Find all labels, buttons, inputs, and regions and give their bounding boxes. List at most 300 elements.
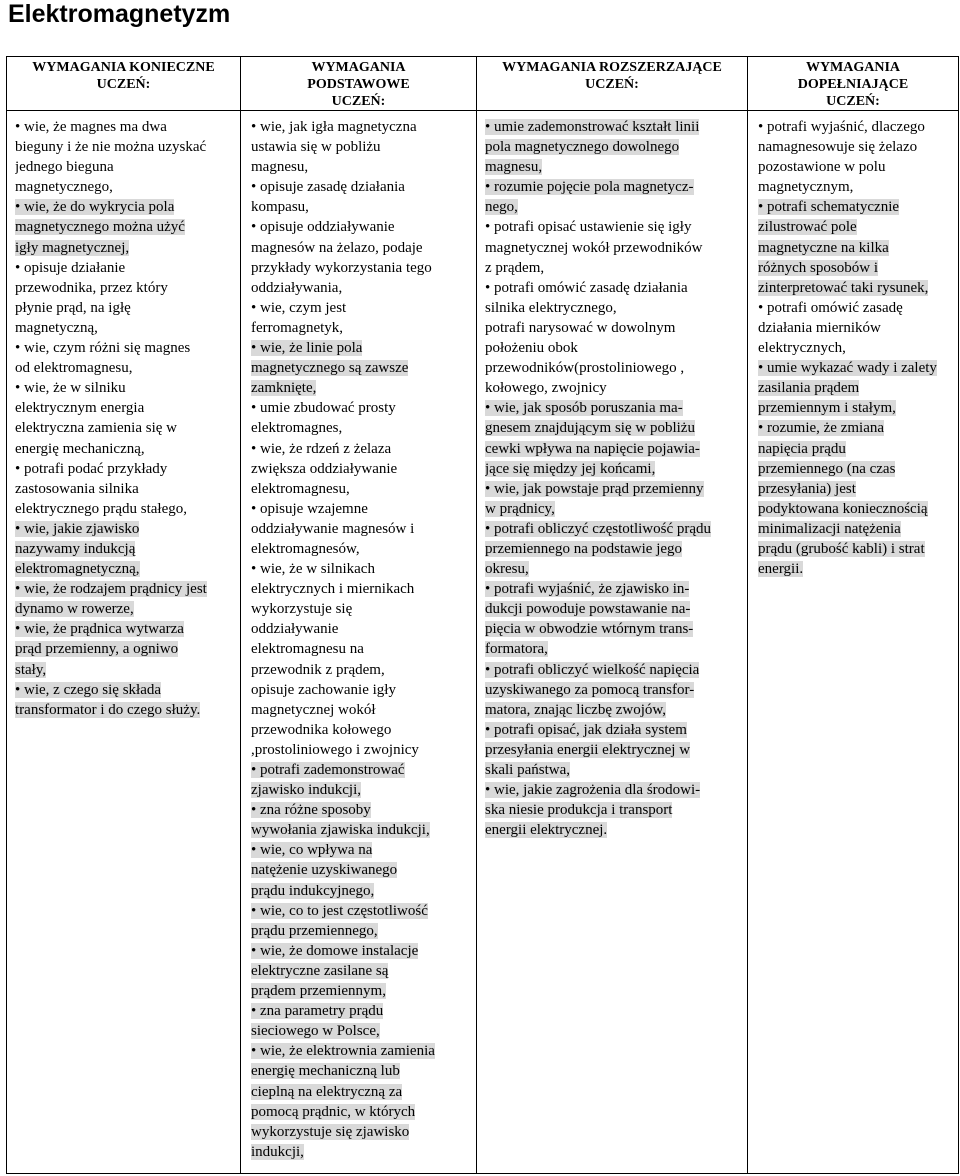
requirement-line (15, 398, 236, 418)
requirement-text: przewodnika, przez który (15, 279, 168, 296)
requirement-line (15, 117, 236, 137)
requirement-text: elektryczna zamienia się w (15, 420, 177, 437)
requirement-line (251, 459, 472, 479)
requirement-line (251, 1041, 472, 1061)
requirement-text: • potrafi schematycznie (758, 199, 900, 216)
column-header-line: DOPEŁNIAJĄCE (797, 77, 909, 92)
requirement-text: • wie, co wpływa na (251, 842, 373, 859)
requirement-line (485, 358, 743, 378)
requirement-text: okresu, (485, 561, 529, 578)
requirement-text: sieciowego w Polsce, (251, 1023, 380, 1040)
requirement-text: • wie, że rdzeń z żelaza (251, 440, 392, 457)
requirement-line (758, 278, 954, 298)
requirement-line (251, 157, 472, 177)
column-header (477, 57, 748, 111)
requirement-text: prąd przemienny, a ogniwo (15, 641, 179, 658)
requirement-line (758, 439, 954, 459)
requirement-line (251, 278, 472, 298)
requirement-text: pięcia w obwodzie wtórnym trans- (485, 621, 694, 638)
requirement-line (251, 338, 472, 358)
requirement-text: magnetycznego można użyć (15, 219, 185, 236)
requirement-text: energię mechaniczną lub (251, 1063, 400, 1080)
requirement-line (251, 1082, 472, 1102)
requirement-text: magnetyczne na kilka (758, 239, 889, 256)
requirement-text: energii. (758, 561, 804, 578)
requirement-text: • potrafi omówić zasadę działania (485, 279, 688, 296)
requirement-line (251, 579, 472, 599)
requirement-text: magnetycznego, (15, 179, 113, 196)
requirement-line (251, 217, 472, 237)
requirement-text: wykorzystuje się (251, 601, 353, 618)
requirement-line (15, 559, 236, 579)
requirement-text: napięcia prądu (758, 440, 846, 457)
requirement-line (485, 800, 743, 820)
requirement-line (251, 720, 472, 740)
requirement-text: uzyskiwanego za pomocą transfor- (485, 681, 695, 698)
requirement-text: prądu indukcyjnego, (251, 882, 375, 899)
column-header-line: WYMAGANIA (311, 60, 406, 75)
requirement-text: magnetycznej wokół przewodników (485, 239, 703, 256)
requirement-text: • wie, jak sposób poruszania ma- (485, 400, 683, 417)
requirement-line (251, 619, 472, 639)
requirement-line (758, 137, 954, 157)
requirement-line (251, 499, 472, 519)
requirement-text: elektromagnesu na (251, 641, 364, 658)
requirement-line (251, 981, 472, 1001)
requirement-text: elektromagnetyczną, (15, 561, 140, 578)
requirements-list (477, 111, 747, 840)
requirement-line (485, 318, 743, 338)
requirement-text: magnesu, (251, 159, 309, 176)
requirement-line (251, 539, 472, 559)
column-body (477, 111, 748, 1174)
requirement-text: • umie wykazać wady i zalety (758, 360, 937, 377)
requirement-line (251, 1142, 472, 1162)
requirement-text: cieplną na elektryczną za (251, 1083, 403, 1100)
requirement-text: od elektromagnesu, (15, 360, 133, 377)
requirement-text: minimalizacji natężenia (758, 520, 901, 537)
requirement-text: • wie, co to jest częstotliwość (251, 902, 428, 919)
requirement-text: • wie, że w silnikach (251, 561, 375, 578)
requirement-text: z prądem, (485, 259, 545, 276)
requirement-line (485, 619, 743, 639)
requirement-line (758, 217, 954, 237)
requirement-line (485, 660, 743, 680)
requirement-line (251, 1001, 472, 1021)
column-body (241, 111, 477, 1174)
requirement-text: zinterpretować taki rysunek, (758, 279, 929, 296)
requirement-text: • potrafi wyjaśnić, dlaczego (758, 119, 925, 135)
column-header-line: WYMAGANIA KONIECZNE (32, 60, 215, 75)
requirement-line (485, 197, 743, 217)
requirement-text: stały, (15, 661, 47, 678)
requirement-text: elektryczne zasilane są (251, 962, 389, 979)
requirement-line (15, 619, 236, 639)
requirement-line (485, 439, 743, 459)
requirement-text: namagnesowuje się żelazo (758, 139, 918, 156)
requirement-line (15, 439, 236, 459)
requirement-line (758, 378, 954, 398)
requirement-text: • opisuje oddziaływanie (251, 219, 395, 236)
requirement-text: formatora, (485, 641, 548, 658)
column-header-line: WYMAGANIA ROZSZERZAJĄCE (502, 60, 722, 75)
column-header-line: UCZEŃ: (331, 94, 386, 109)
requirement-line (15, 298, 236, 318)
requirement-text: działania mierników (758, 319, 881, 336)
requirement-line (485, 760, 743, 780)
requirement-text: • potrafi opisać ustawienie się igły (485, 219, 692, 236)
requirement-line (251, 840, 472, 860)
requirement-text: • wie, że do wykrycia pola (15, 199, 175, 216)
requirement-line (251, 418, 472, 438)
requirement-line (251, 519, 472, 539)
requirement-text: przemiennego (na czas (758, 460, 896, 477)
requirement-line (251, 378, 472, 398)
requirement-text: kompasu, (251, 199, 309, 216)
requirement-line (15, 660, 236, 680)
requirement-text: • potrafi zademonstrować (251, 762, 405, 778)
requirement-text: magnetycznego są zawsze (251, 360, 409, 377)
requirement-line (251, 921, 472, 941)
requirement-text: • opisuje działanie (15, 259, 126, 276)
requirement-line (15, 177, 236, 197)
requirement-line (485, 338, 743, 358)
requirement-line (485, 499, 743, 519)
requirement-text: pozostawione w polu (758, 159, 886, 176)
header-row (7, 57, 959, 111)
requirement-line (15, 599, 236, 619)
requirement-text: przemiennym i stałym, (758, 400, 896, 417)
requirement-line (485, 579, 743, 599)
column-body (748, 111, 959, 1174)
requirement-line (251, 559, 472, 579)
requirement-line (758, 539, 954, 559)
requirement-text: • zna różne sposoby (251, 802, 371, 819)
requirement-line (758, 479, 954, 499)
requirement-text: kołowego, zwojnicy (485, 380, 607, 397)
page-title: Elektromagnetyzm (8, 0, 231, 28)
requirements-list (748, 111, 958, 579)
requirement-line (15, 258, 236, 278)
requirement-line (251, 177, 472, 197)
requirement-line (251, 700, 472, 720)
requirement-line (758, 157, 954, 177)
requirement-text: transformator i do czego służy. (15, 701, 201, 718)
requirement-text: energię mechaniczną, (15, 440, 145, 457)
requirement-text: oddziaływania, (251, 279, 343, 296)
requirement-line (251, 197, 472, 217)
requirement-line (15, 539, 236, 559)
requirement-line (251, 639, 472, 659)
requirement-text: jące się między jej końcami, (485, 460, 656, 477)
requirement-line (15, 519, 236, 539)
requirement-line (251, 599, 472, 619)
requirement-text: zjawisko indukcji, (251, 782, 361, 799)
requirement-line (485, 479, 743, 499)
requirement-line (251, 800, 472, 820)
requirement-line (485, 258, 743, 278)
requirement-text: • rozumie pojęcie pola magnetycz- (485, 179, 694, 196)
requirement-text: • umie zbudować prosty (251, 400, 396, 417)
requirement-text: przewodnik z prądem, (251, 661, 385, 678)
requirement-text: w prądnicy, (485, 500, 555, 517)
requirement-line (15, 700, 236, 720)
requirement-line (485, 639, 743, 659)
requirement-text: różnych sposobów i (758, 259, 878, 276)
requirement-text: • wie, że prądnica wytwarza (15, 621, 184, 638)
requirement-line (485, 459, 743, 479)
requirement-line (485, 740, 743, 760)
requirement-line (15, 479, 236, 499)
requirement-text: natężenie uzyskiwanego (251, 862, 398, 879)
requirement-line (758, 358, 954, 378)
requirement-text: elektrycznego prądu stałego, (15, 500, 188, 517)
requirement-line (251, 881, 472, 901)
requirement-line (251, 860, 472, 880)
requirement-text: • wie, jakie zagrożenia dla środowi- (485, 782, 701, 799)
requirement-line (758, 318, 954, 338)
requirement-line (15, 378, 236, 398)
column-header (241, 57, 477, 111)
requirement-line (251, 479, 472, 499)
requirement-line (758, 418, 954, 438)
requirement-text: jednego bieguna (15, 159, 114, 176)
requirement-text: • opisuje wzajemne (251, 500, 368, 517)
requirement-line (251, 961, 472, 981)
requirement-line (251, 680, 472, 700)
requirement-line (251, 1122, 472, 1142)
requirement-text: magnesu, (485, 159, 543, 176)
requirement-line (758, 398, 954, 418)
requirement-text: indukcji, (251, 1143, 304, 1160)
requirement-text: ferromagnetyk, (251, 319, 344, 336)
requirement-text: • potrafi wyjaśnić, że zjawisko in- (485, 581, 690, 598)
requirement-line (485, 680, 743, 700)
requirement-text: • wie, że elektrownia zamienia (251, 1043, 435, 1060)
requirement-line (485, 398, 743, 418)
requirement-line (485, 278, 743, 298)
requirement-text: oddziaływanie (251, 621, 339, 638)
requirement-line (251, 660, 472, 680)
requirement-text: przemiennego na podstawie jego (485, 540, 683, 557)
requirement-text: • wie, jak powstaje prąd przemienny (485, 480, 704, 497)
requirement-text: silnika elektrycznego, (485, 299, 617, 316)
requirement-line (758, 258, 954, 278)
requirement-text: • wie, że rodzajem prądnicy jest (15, 581, 207, 598)
requirement-line (758, 559, 954, 579)
requirement-line (251, 238, 472, 258)
requirement-line (15, 278, 236, 298)
requirement-line (15, 499, 236, 519)
requirement-line (15, 680, 236, 700)
requirement-text: elektromagnes, (251, 420, 343, 437)
requirement-text: dukcji powoduje powstawanie na- (485, 601, 691, 618)
requirement-line (15, 579, 236, 599)
requirement-text: prądem przemiennym, (251, 983, 386, 1000)
requirement-text: • wie, jak igła magnetyczna (251, 119, 417, 135)
requirement-line (15, 217, 236, 237)
requirement-text: nego, (485, 199, 518, 216)
requirements-table (6, 56, 959, 1174)
requirement-text: pomocą prądnic, w których (251, 1103, 416, 1120)
requirement-text: zilustrować pole (758, 219, 857, 236)
requirement-line (758, 117, 954, 137)
requirement-text: przewodnika kołowego (251, 721, 392, 738)
requirement-text: • opisuje zasadę działania (251, 179, 405, 196)
requirement-line (758, 519, 954, 539)
requirement-text: dynamo w rowerze, (15, 601, 134, 618)
requirement-line (758, 197, 954, 217)
requirement-text: zamknięte, (251, 380, 317, 397)
requirement-text: • wie, czym różni się magnes (15, 340, 191, 357)
requirement-text: oddziaływanie magnesów i (251, 520, 415, 537)
requirement-line (485, 157, 743, 177)
requirement-text: elektrycznych i miernikach (251, 581, 415, 598)
requirement-line (251, 780, 472, 800)
requirement-line (485, 820, 743, 840)
requirement-line (251, 1061, 472, 1081)
requirements-list (241, 111, 476, 1162)
requirement-line (251, 137, 472, 157)
requirement-text: przewodników(prostoliniowego , (485, 360, 685, 377)
requirement-line (758, 298, 954, 318)
requirement-text: gnesem znajdującym się w pobliżu (485, 420, 695, 437)
requirement-text: cewki wpływa na napięcie pojawia- (485, 440, 700, 457)
requirement-text: magnesów na żelazo, podaje (251, 239, 423, 256)
column-header (7, 57, 241, 111)
requirement-text: • potrafi obliczyć wielkość napięcia (485, 661, 700, 678)
requirement-text: przesyłania energii elektrycznej w (485, 741, 691, 758)
requirement-text: położeniu obok (485, 340, 578, 357)
requirement-line (15, 318, 236, 338)
requirement-text: • wie, że w silniku (15, 380, 126, 397)
requirement-line (251, 318, 472, 338)
requirement-line (15, 358, 236, 378)
requirement-text: magnetycznym, (758, 179, 854, 196)
requirement-text: • wie, jakie zjawisko (15, 520, 140, 537)
requirement-line (15, 197, 236, 217)
requirement-line (758, 459, 954, 479)
requirement-text: • potrafi opisać, jak działa system (485, 721, 687, 738)
requirement-text: elektrycznych, (758, 340, 846, 357)
requirement-line (485, 519, 743, 539)
requirement-text: przesyłania) jest (758, 480, 856, 497)
column-header-line: UCZEŃ: (826, 94, 880, 109)
requirement-line (15, 157, 236, 177)
requirement-line (758, 238, 954, 258)
requirement-text: • wie, że domowe instalacje (251, 942, 419, 959)
column-header-line: UCZEŃ: (585, 77, 639, 92)
requirement-text: ,prostoliniowego i zwojnicy (251, 741, 419, 758)
requirement-text: magnetycznej wokół (251, 701, 376, 718)
requirement-line (485, 700, 743, 720)
requirement-line (485, 599, 743, 619)
requirement-line (251, 358, 472, 378)
requirement-line (485, 378, 743, 398)
requirement-line (758, 499, 954, 519)
requirement-line (485, 559, 743, 579)
requirement-line (15, 418, 236, 438)
requirement-line (485, 177, 743, 197)
requirements-list (7, 111, 240, 720)
requirement-text: elektromagnesów, (251, 540, 360, 557)
requirement-text: zastosowania silnika (15, 480, 139, 497)
body-row (7, 111, 959, 1174)
requirement-line (251, 298, 472, 318)
column-header-line: PODSTAWOWE (307, 77, 410, 92)
requirement-text: • zna parametry prądu (251, 1003, 384, 1020)
requirement-line (251, 117, 472, 137)
requirement-text: • potrafi obliczyć częstotliwość prądu (485, 520, 712, 537)
requirement-line (485, 539, 743, 559)
requirement-text: matora, znając liczbę zwojów, (485, 701, 667, 718)
requirement-line (15, 639, 236, 659)
requirement-text: • wie, że magnes ma dwa (15, 119, 167, 135)
requirement-line (485, 298, 743, 318)
requirement-text: prądu przemiennego, (251, 922, 378, 939)
requirement-text: wykorzystuje się zjawisko (251, 1123, 410, 1140)
requirement-line (485, 217, 743, 237)
requirement-text: prądu (grubość kabli) i strat (758, 540, 925, 557)
requirement-text: podyktowana koniecznością (758, 500, 928, 517)
requirement-text: igły magnetycznej, (15, 239, 130, 256)
requirement-text: • wie, czym jest (251, 299, 347, 316)
requirement-line (15, 338, 236, 358)
requirement-line (251, 901, 472, 921)
requirement-text: magnetyczną, (15, 319, 98, 336)
requirement-line (251, 1021, 472, 1041)
requirement-line (758, 338, 954, 358)
requirement-text: przykłady wykorzystania tego (251, 259, 432, 276)
requirement-text: elektromagnesu, (251, 480, 350, 497)
requirement-text: • potrafi podać przykłady (15, 460, 168, 477)
requirement-text: bieguny i że nie można uzyskać (15, 139, 207, 156)
requirement-text: energii elektrycznej. (485, 822, 608, 839)
requirement-text: potrafi narysować w dowolnym (485, 319, 676, 336)
requirement-text: • umie zademonstrować kształt linii (485, 119, 700, 135)
requirement-line (15, 137, 236, 157)
requirement-text: nazywamy indukcją (15, 540, 136, 557)
requirement-text: • potrafi omówić zasadę (758, 299, 903, 316)
requirement-line (251, 398, 472, 418)
requirement-line (251, 1102, 472, 1122)
requirement-text: pola magnetycznego dowolnego (485, 139, 680, 156)
requirement-line (485, 720, 743, 740)
requirement-line (251, 941, 472, 961)
requirement-text: opisuje zachowanie igły (251, 681, 396, 698)
requirement-line (15, 459, 236, 479)
requirement-text: zwiększa oddziaływanie (251, 460, 398, 477)
requirement-text: skali państwa, (485, 762, 570, 778)
requirement-text: • wie, z czego się składa (15, 681, 162, 698)
requirement-text: • rozumie, że zmiana (758, 420, 885, 437)
requirement-text: płynie prąd, na igłę (15, 299, 131, 316)
requirement-line (485, 780, 743, 800)
requirement-text: wywołania zjawiska indukcji, (251, 822, 430, 839)
requirement-text: elektrycznym energia (15, 400, 145, 417)
column-body (7, 111, 241, 1174)
requirement-line (15, 238, 236, 258)
requirement-line (251, 439, 472, 459)
requirement-text: • wie, że linie pola (251, 340, 363, 357)
requirement-text: ustawia się w pobliżu (251, 139, 381, 156)
requirement-line (485, 418, 743, 438)
requirement-text: zasilania prądem (758, 380, 860, 397)
requirement-line (251, 258, 472, 278)
requirement-line (485, 137, 743, 157)
requirement-line (485, 238, 743, 258)
requirement-line (251, 820, 472, 840)
